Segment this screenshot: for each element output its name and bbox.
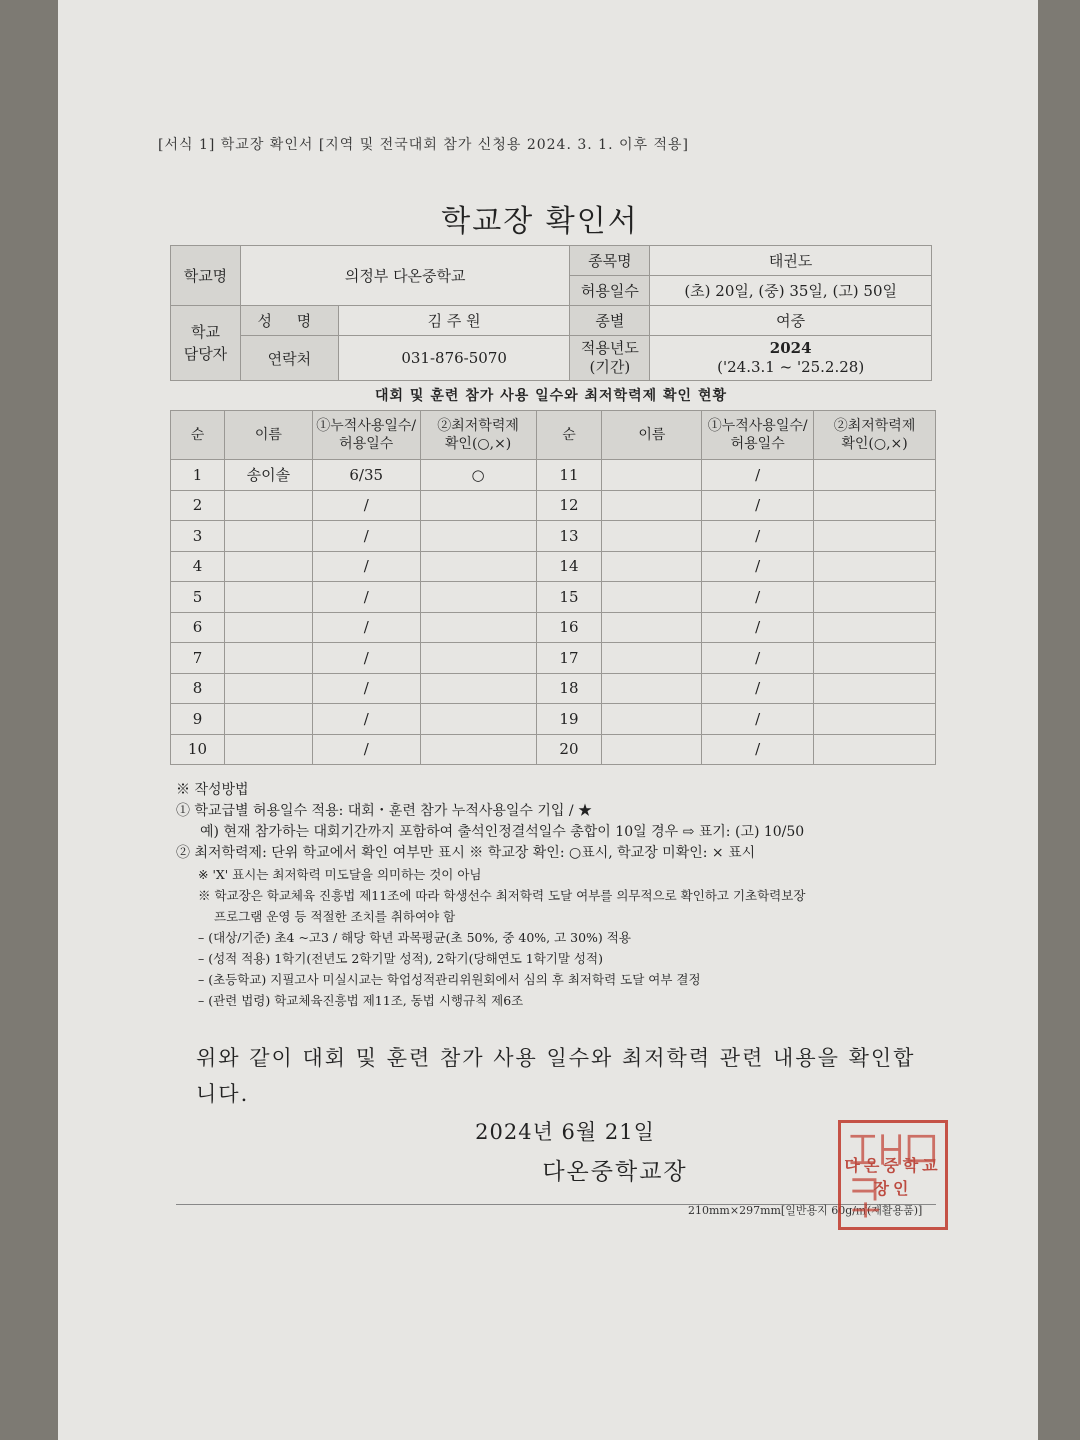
row-check [814, 643, 936, 674]
table-row [171, 551, 936, 582]
row-check [420, 612, 536, 643]
row-number: 11 [536, 460, 602, 491]
year-label: 적용년도 (기간) [570, 336, 650, 381]
row-number: 18 [536, 673, 602, 704]
row-name [224, 673, 312, 704]
school-label: 학교명 [171, 246, 241, 306]
row-name [602, 460, 702, 491]
note-item-1: ① 학교급별 허용일수 적용: 대회・훈련 참가 누적사용일수 기입 / ★ [176, 803, 593, 819]
row-number: 12 [536, 490, 602, 521]
row-check [420, 734, 536, 765]
row-number: 15 [536, 582, 602, 613]
gender-label: 종별 [570, 306, 650, 336]
note-item-1-example: 예) 현재 참가하는 대회기간까지 포함하여 출석인정결석일수 총합이 10일 경우 ⇨ 표기: (고) 10/50 [200, 824, 805, 840]
col-academic: ②최저학력제 확인(○,×) [814, 411, 936, 460]
notes-heading: ※ 작성방법 [176, 782, 249, 798]
row-number: 16 [536, 612, 602, 643]
row-name [602, 704, 702, 735]
contact-label: 연락처 [240, 336, 338, 381]
row-days: / [702, 643, 814, 674]
row-name [224, 612, 312, 643]
note-dash-4: – (관련 법령) 학교체육진흥법 제11조, 동법 시행규칙 제6조 [198, 993, 524, 1008]
row-days: / [312, 673, 420, 704]
row-number: 10 [171, 734, 225, 765]
status-heading: 대회 및 훈련 참가 사용 일수와 최저학력제 확인 현황 [375, 388, 727, 404]
row-days: / [312, 582, 420, 613]
row-days: / [702, 582, 814, 613]
row-name [224, 490, 312, 521]
year-cell [650, 336, 932, 381]
row-name [224, 521, 312, 552]
row-number: 8 [171, 673, 225, 704]
row-number: 2 [171, 490, 225, 521]
event-value: 태권도 [650, 246, 932, 276]
row-check [420, 704, 536, 735]
row-days: / [312, 643, 420, 674]
note-sub-1: ※ 'X' 표시는 최저학력 미도달을 의미하는 것이 아님 [198, 867, 482, 882]
row-check [420, 643, 536, 674]
issue-date: 2024년 6월 21일 [475, 1120, 655, 1144]
col-name: 이름 [224, 411, 312, 460]
status-table [170, 410, 936, 765]
gender-value: 여중 [650, 306, 932, 336]
name-value: 김 주 원 [338, 306, 570, 336]
row-check [420, 673, 536, 704]
row-number: 13 [536, 521, 602, 552]
school-value: 의정부 다온중학교 [240, 246, 570, 306]
col-no: 순 [171, 411, 225, 460]
confirmation-statement: 위와 같이 대회 및 훈련 참가 사용 일수와 최저학력 관련 내용을 확인합니다. [196, 1046, 916, 1106]
document-title: 학교장 확인서 [441, 204, 639, 239]
row-number: 7 [171, 643, 225, 674]
row-number: 9 [171, 704, 225, 735]
row-days: / [702, 704, 814, 735]
row-name [602, 734, 702, 765]
row-check [814, 704, 936, 735]
school-seal-stamp [838, 1120, 948, 1230]
note-item-2: ② 최저학력제: 단위 학교에서 확인 여부만 표시 ※ 학교장 확인: ○표시, 학교장 미확인: × 표시 [176, 845, 756, 861]
row-number: 3 [171, 521, 225, 552]
row-check [814, 521, 936, 552]
note-sub-2b: 프로그램 운영 등 적절한 조치를 취하여야 함 [214, 909, 456, 924]
table-row [171, 612, 936, 643]
table-row [171, 643, 936, 674]
row-check [814, 734, 936, 765]
col-days: ①누적사용일수/ 허용일수 [702, 411, 814, 460]
row-days: / [702, 490, 814, 521]
row-check [814, 551, 936, 582]
contact-value: 031-876-5070 [338, 336, 570, 381]
principal-name: 다온중학교장 [542, 1159, 688, 1185]
note-sub-2: ※ 학교장은 학교체육 진흥법 제11조에 따라 학생선수 최저학력 도달 여부를 의무적으로 확인하고 기초학력보장 [198, 888, 806, 903]
row-check [814, 460, 936, 491]
row-check [814, 490, 936, 521]
period-value: ('24.3.1 ~ '25.2.28) [717, 358, 865, 376]
table-row [171, 521, 936, 552]
row-check [420, 490, 536, 521]
row-days: / [702, 734, 814, 765]
seal-text: 다온중학교장인 [844, 1156, 942, 1198]
instructions [176, 780, 946, 1011]
row-check [814, 582, 936, 613]
row-days: / [702, 551, 814, 582]
row-check [420, 551, 536, 582]
row-number: 17 [536, 643, 602, 674]
row-check [420, 521, 536, 552]
row-days: / [702, 673, 814, 704]
row-days: / [312, 521, 420, 552]
row-name [224, 582, 312, 613]
note-dash-2: – (성적 적용) 1학기(전년도 2학기말 성적), 2학기(당해연도 1학기말 성적) [198, 951, 603, 966]
info-table [170, 245, 932, 381]
row-name [224, 643, 312, 674]
year-value: 2024 [769, 339, 812, 357]
row-name [602, 582, 702, 613]
note-dash-3: – (초등학교) 지필고사 미실시교는 학업성적관리위원회에서 심의 후 최저학력 도달 여부 결정 [198, 972, 701, 987]
row-check [420, 582, 536, 613]
col-days: ①누적사용일수/ 허용일수 [312, 411, 420, 460]
row-number: 4 [171, 551, 225, 582]
table-row [171, 704, 936, 735]
allowed-days-value: (초) 20일, (중) 35일, (고) 50일 [650, 276, 932, 306]
table-row [171, 460, 936, 491]
manager-label: 학교 담당자 [171, 306, 241, 381]
row-check [814, 673, 936, 704]
col-academic: ②최저학력제 확인(○,×) [420, 411, 536, 460]
row-name [602, 612, 702, 643]
row-name [602, 490, 702, 521]
row-days: / [312, 612, 420, 643]
row-check [814, 612, 936, 643]
col-no: 순 [536, 411, 602, 460]
form-header-note: [서식 1] 학교장 확인서 [지역 및 전국대회 참가 신청용 2024. 3. 1. 이후 적용] [158, 137, 689, 153]
row-name [602, 643, 702, 674]
row-days: / [702, 521, 814, 552]
note-dash-1: – (대상/기준) 초4 ~고3 / 해당 학년 과목평균(초 50%, 중 40%, 고 30%) 적용 [198, 930, 631, 945]
row-name [602, 673, 702, 704]
row-days: / [312, 734, 420, 765]
row-days: / [702, 460, 814, 491]
row-name [602, 521, 702, 552]
row-number: 6 [171, 612, 225, 643]
table-row [171, 490, 936, 521]
row-number: 5 [171, 582, 225, 613]
row-days: / [702, 612, 814, 643]
event-label: 종목명 [570, 246, 650, 276]
row-number: 20 [536, 734, 602, 765]
row-days: / [312, 551, 420, 582]
row-number: 19 [536, 704, 602, 735]
row-name [224, 734, 312, 765]
row-days: / [312, 490, 420, 521]
allowed-days-label: 허용일수 [570, 276, 650, 306]
table-row [171, 734, 936, 765]
row-name [602, 551, 702, 582]
name-label: 성 명 [240, 306, 338, 336]
row-name: 송이솔 [224, 460, 312, 491]
row-number: 14 [536, 551, 602, 582]
row-name [224, 704, 312, 735]
table-row [171, 582, 936, 613]
row-days: 6/35 [312, 460, 420, 491]
table-row [171, 673, 936, 704]
row-days: / [312, 704, 420, 735]
row-name [224, 551, 312, 582]
row-check: ○ [420, 460, 536, 491]
row-number: 1 [171, 460, 225, 491]
col-name: 이름 [602, 411, 702, 460]
paper-size-note: 210mm×297mm[일반용지 60g/㎡(재활용품)] [688, 1204, 923, 1217]
